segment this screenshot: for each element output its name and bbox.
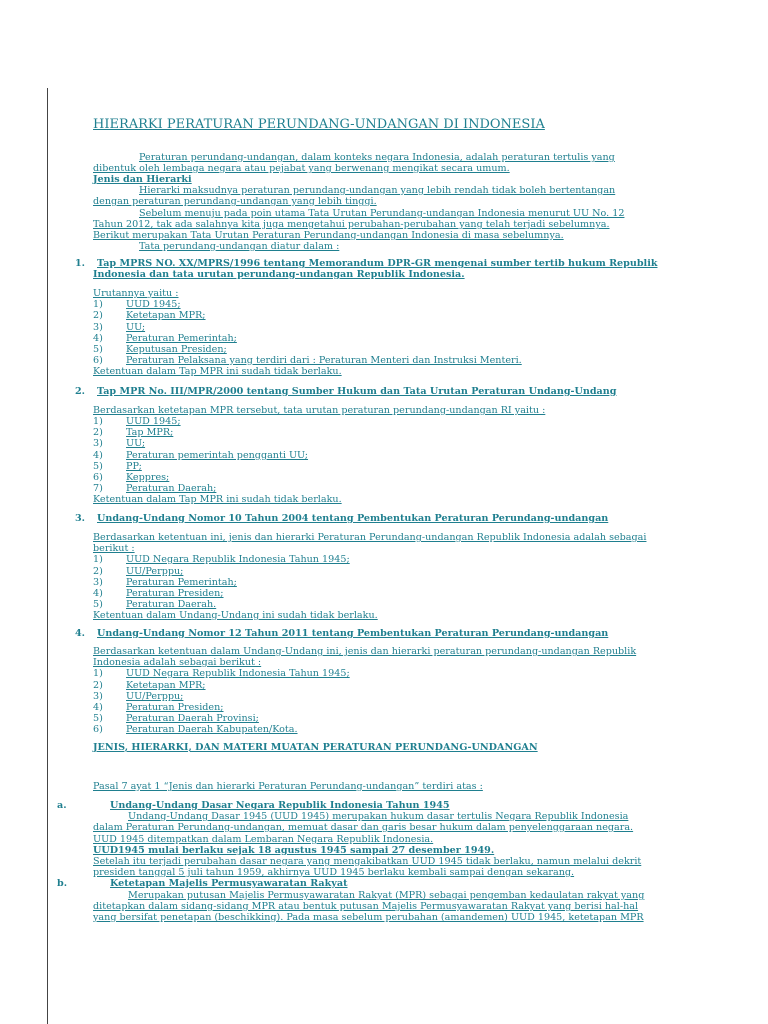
- section-heading-text: Undang-Undang Nomor 12 Tahun 2011 tentang Pembentukan Peraturan Perundang-undangan: [97, 628, 609, 639]
- paragraph-line: Undang-Undang Dasar 1945 (UUD 1945) merupakan hukum dasar tertulis Negara Republik Indonesia: [128, 811, 629, 822]
- list-item: 4) Peraturan pemerintah pengganti UU;: [93, 450, 309, 461]
- list-item: 4) Peraturan Presiden;: [93, 702, 224, 713]
- list-item: 1) UUD Negara Republik Indonesia Tahun 1945;: [93, 554, 350, 565]
- intro-line: Tata perundang-undangan diatur dalam :: [139, 241, 340, 252]
- jenis-hierarki-heading: JENIS, HIERARKI, DAN MATERI MUATAN PERATURAN PERUNDANG-UNDANGAN: [93, 742, 538, 753]
- list-lead: Berdasarkan ketentuan dalam Undang-Undang ini, jenis dan hierarki peraturan perundang-undangan Republik: [93, 646, 637, 657]
- list-item: 3) UU/Perppu;: [93, 691, 184, 702]
- section-heading-text: Undang-Undang Nomor 10 Tahun 2004 tentang Pembentukan Peraturan Perundang-undangan: [97, 513, 609, 524]
- section-note: Ketentuan dalam Undang-Undang ini sudah tidak berlaku.: [93, 610, 378, 621]
- section-heading-1: [75, 258, 657, 269]
- list-item: 3) UU;: [93, 438, 146, 449]
- pasal-line: Pasal 7 ayat 1 “Jenis dan hierarki Peraturan Perundang-undangan” terdiri atas :: [93, 781, 483, 792]
- section-heading-1-cont: Indonesia dan tata urutan perundang-undangan Republik Indonesia.: [93, 269, 465, 280]
- list-item: 5) Keputusan Presiden;: [93, 344, 227, 355]
- paragraph-line: yang bersifat penetapan (beschikking). Pada masa sebelum perubahan (amandemen) UUD 1945, ketetapan MPR: [93, 912, 644, 923]
- item-heading-text: Ketetapan Majelis Permusyawaratan Rakyat: [110, 878, 348, 889]
- section-number: 3.: [75, 513, 86, 524]
- section-heading-text: Tap MPRS NO. XX/MPRS/1996 tentang Memorandum DPR-GR mengenai sumber tertib hukum Republik: [97, 258, 658, 269]
- paragraph-line: dalam Peraturan Perundang-undangan, memuat dasar dan garis besar hukum dalam penyelenggaraan negara.: [93, 822, 634, 833]
- intro-line: Berikut merupakan Tata Urutan Peraturan Perundang-undangan Indonesia di masa sebelumnya.: [93, 230, 564, 241]
- intro-line: Hierarki maksudnya peraturan perundang-undangan yang lebih rendah tidak boleh bertentangan: [139, 185, 616, 196]
- list-item: 6) Peraturan Daerah Kabupaten/Kota.: [93, 724, 298, 735]
- list-lead: Indonesia adalah sebagai berikut :: [93, 657, 262, 668]
- list-item: 1) UUD Negara Republik Indonesia Tahun 1945;: [93, 668, 350, 679]
- section-heading-4: [75, 628, 608, 639]
- list-item: 1) UUD 1945;: [93, 416, 181, 427]
- list-item: 2) Ketetapan MPR;: [93, 310, 206, 321]
- list-lead: Berdasarkan ketetapan MPR tersebut, tata urutan peraturan perundang-undangan RI yaitu :: [93, 405, 546, 416]
- section-number: 1.: [75, 258, 86, 269]
- list-item: 5) PP;: [93, 461, 142, 472]
- paragraph-line: UUD 1945 ditempatkan dalam Lembaran Negara Republik Indonesia.: [93, 834, 434, 845]
- paragraph-line: Merupakan putusan Majelis Permusyawaratan Rakyat (MPR) sebagai pengemban kedaulatan rakyat yang: [128, 890, 645, 901]
- list-lead: Berdasarkan ketentuan ini, jenis dan hierarki Peraturan Perundang-undangan Republik Indonesia adalah sebagai: [93, 532, 647, 543]
- list-item: 2) Ketetapan MPR;: [93, 680, 206, 691]
- list-lead: Urutannya yaitu :: [93, 288, 179, 299]
- list-item: 3) UU;: [93, 322, 146, 333]
- section-note: Ketentuan dalam Tap MPR ini sudah tidak berlaku.: [93, 494, 342, 505]
- list-item: 2) Tap MPR;: [93, 427, 174, 438]
- paragraph-line: presiden tanggal 5 juli tahun 1959, akhirnya UUD 1945 berlaku kembali sampai dengan sekarang.: [93, 867, 575, 878]
- intro-line: dibentuk oleh lembaga negara atau pejabat yang berwenang mengikat secara umum.: [93, 163, 510, 174]
- page-title: HIERARKI PERATURAN PERUNDANG-UNDANGAN DI INDONESIA: [93, 117, 545, 132]
- section-note: Ketentuan dalam Tap MPR ini sudah tidak berlaku.: [93, 366, 342, 377]
- item-label: a.: [57, 800, 67, 811]
- paragraph-bold-line: UUD1945 mulai berlaku sejak 18 agustus 1945 sampai 27 desember 1949.: [93, 845, 495, 856]
- list-lead: berikut :: [93, 543, 135, 554]
- paragraph-line: Setelah itu terjadi perubahan dasar negara yang mengakibatkan UUD 1945 tidak berlaku, namun melalui dekrit: [93, 856, 642, 867]
- intro-line: Tahun 2012, tak ada salahnya kita juga mengetahui perubahan-perubahan yang telah terjadi sebelumnya.: [93, 219, 610, 230]
- section-number: 2.: [75, 386, 86, 397]
- section-number: 4.: [75, 628, 86, 639]
- section-heading-2: [75, 386, 616, 397]
- list-item: 4) Peraturan Presiden;: [93, 588, 224, 599]
- item-heading-text: Undang-Undang Dasar Negara Republik Indonesia Tahun 1945: [110, 800, 450, 811]
- section-heading-3: [75, 513, 608, 524]
- item-b-heading: [57, 878, 348, 889]
- intro-line: Sebelum menuju pada poin utama Tata Urutan Perundang-undangan Indonesia menurut UU No. 12: [139, 208, 625, 219]
- list-item: 3) Peraturan Pemerintah;: [93, 577, 237, 588]
- list-item: 4) Peraturan Pemerintah;: [93, 333, 237, 344]
- item-label: b.: [57, 878, 68, 889]
- list-item: 6) Keppres;: [93, 472, 170, 483]
- list-item: 5) Peraturan Daerah.: [93, 599, 217, 610]
- list-item: 1) UUD 1945;: [93, 299, 181, 310]
- subheading: Jenis dan Hierarki: [93, 174, 192, 185]
- item-a-heading: [57, 800, 450, 811]
- list-item: 5) Peraturan Daerah Provinsi;: [93, 713, 259, 724]
- section-heading-text: Tap MPR No. III/MPR/2000 tentang Sumber Hukum dan Tata Urutan Peraturan Undang-Undang: [97, 386, 617, 397]
- list-item: 6) Peraturan Pelaksana yang terdiri dari : Peraturan Menteri dan Instruksi Menteri.: [93, 355, 522, 366]
- intro-line: Peraturan perundang-undangan, dalam konteks negara Indonesia, adalah peraturan tertulis yang: [139, 152, 615, 163]
- list-item: 2) UU/Perppu;: [93, 566, 184, 577]
- intro-line: dengan peraturan perundang-undangan yang lebih tinggi.: [93, 196, 377, 207]
- paragraph-line: ditetapkan dalam sidang-sidang MPR atau bentuk putusan Majelis Permusyawaratan Rakyat yang berisi hal-hal: [93, 901, 639, 912]
- list-item: 7) Peraturan Daerah;: [93, 483, 217, 494]
